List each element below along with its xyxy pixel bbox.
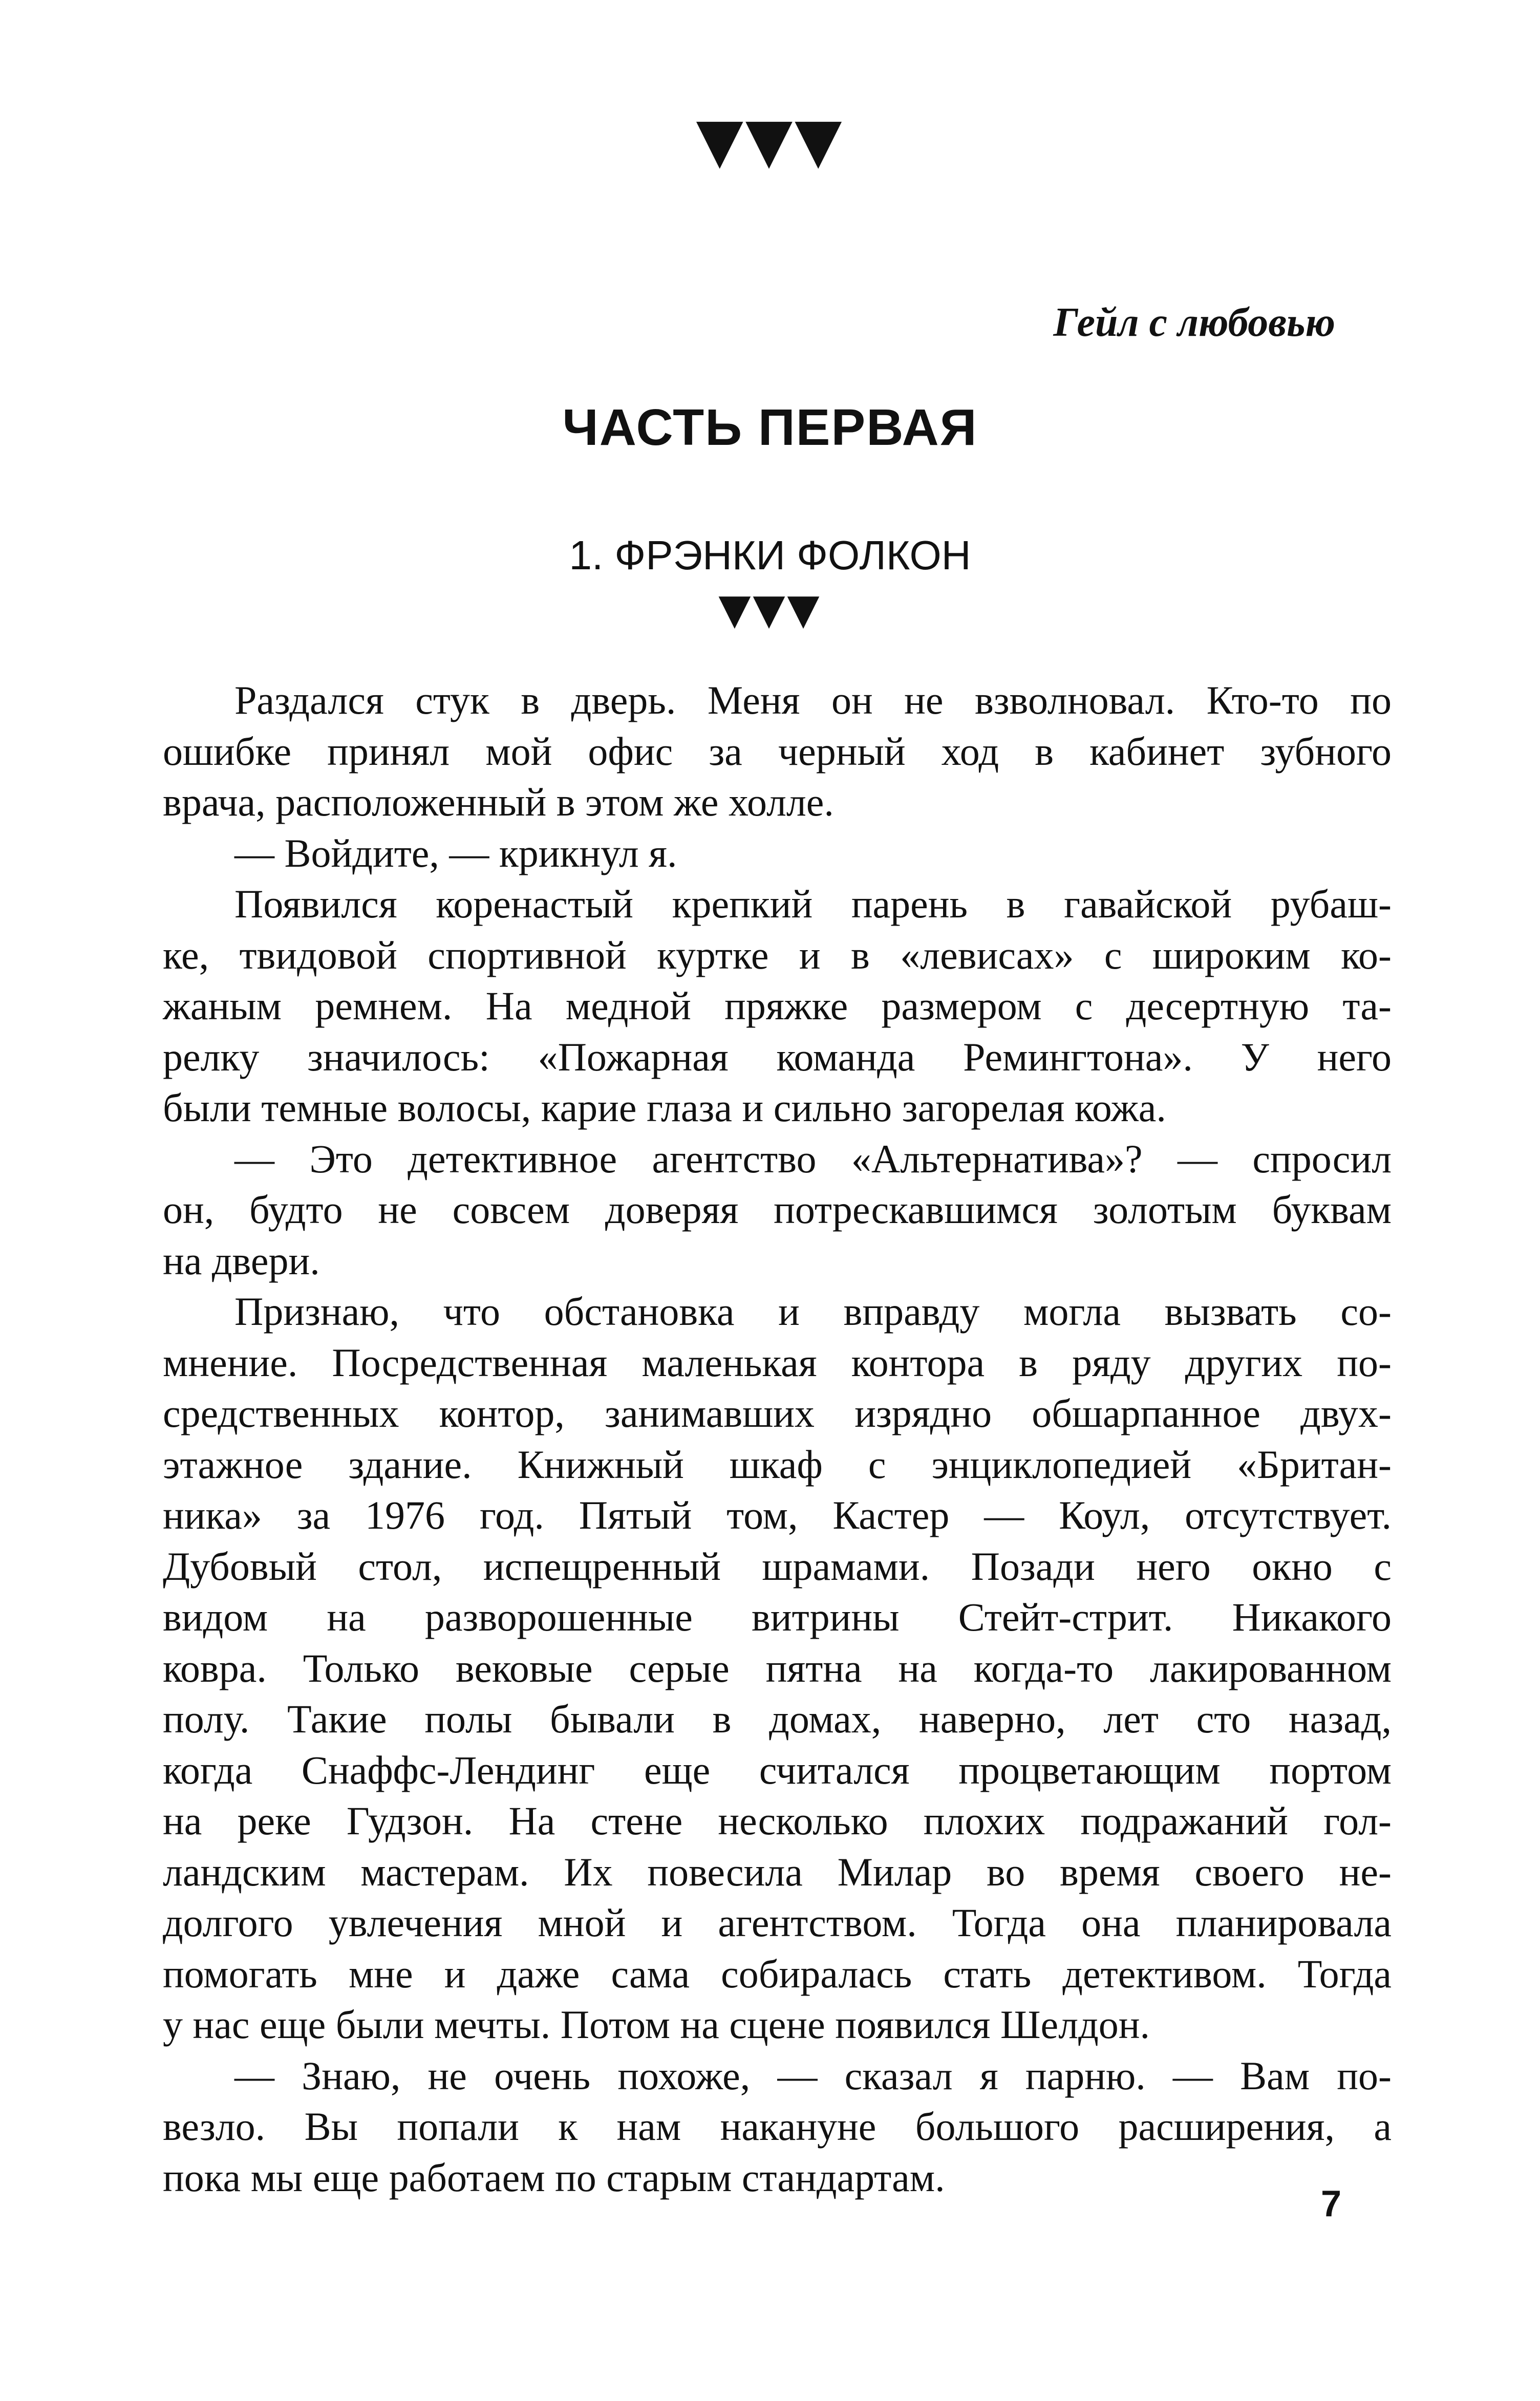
text-line: он, будто не совсем доверяя потрескавшимся золотым буквам [163,1187,1392,1232]
text-line: полу. Такие полы бывали в домах, наверно, лет сто назад, [163,1697,1392,1741]
paragraph [163,878,1392,1133]
text-line: ковра. Только вековые серые пятна на когда-то лакированном [163,1645,1392,1690]
paragraph [163,1286,1392,2050]
text-line: у нас еще были мечты. Потом на сцене появился Шелдон. [163,2002,1150,2047]
text-line: были темные волосы, карие глаза и сильно загорелая кожа. [163,1085,1166,1130]
text-line: долгого увлечения мной и агентством. Тогда она планировала [163,1900,1392,1945]
text-line: — Это детективное агентство «Альтернатива»? — спросил [234,1136,1392,1181]
text-line: Раздался стук в дверь. Меня он не взволновал. Кто-то по [234,678,1392,722]
text-line: на двери. [163,1238,320,1283]
text-line: везло. Вы попали к нам накануне большого расширения, а [163,2104,1392,2149]
paragraph [163,675,1392,828]
text-line: релку значилось: «Пожарная команда Ремингтона». У него [163,1034,1392,1079]
paragraph [163,2050,1392,2203]
text-line: врача, расположенный в этом же холле. [163,780,834,824]
text-line: этажное здание. Книжный шкаф с энциклопедией «Британ- [163,1442,1392,1487]
part-title: ЧАСТЬ ПЕРВАЯ [562,399,978,456]
text-line: Появился коренастый крепкий парень в гавайской рубаш- [234,882,1392,926]
text-line: — Войдите, — крикнул я. [234,830,677,875]
text-line: пока мы еще работаем по старым стандартам. [163,2155,945,2200]
text-line: Дубовый стол, испещренный шрамами. Позади него окно с [163,1544,1392,1589]
text-line: жаным ремнем. На медной пряжке размером с десертную та- [163,983,1392,1028]
body-text [163,675,1392,2203]
text-line: ландским мастерам. Их повесила Милар во время своего не- [163,1849,1392,1894]
text-line: помогать мне и даже сама собиралась стать детективом. Тогда [163,1951,1392,1996]
top-ornament: ▼▼▼ [696,105,844,176]
text-line: ке, твидовой спортивной куртке и в «левисах» с широким ко- [163,932,1392,977]
text-line: когда Снаффс-Лендинг еще считался процветающим портом [163,1747,1392,1792]
chapter-ornament: ▼▼▼ [718,585,822,634]
paragraph [163,1133,1392,1287]
text-line: видом на разворошенные витрины Стейт-стрит. Никакого [163,1595,1392,1639]
chapter-title: 1. ФРЭНКИ ФОЛКОН [569,532,971,578]
text-line: Признаю, что обстановка и вправду могла вызвать со- [234,1289,1392,1334]
text-line: на реке Гудзон. На стене несколько плохих подражаний гол- [163,1798,1392,1843]
dedication: Гейл с любовью [1053,300,1335,345]
page-number: 7 [1320,2183,1341,2224]
text-line: средственных контор, занимавших изрядно обшарпанное двух- [163,1391,1392,1435]
paragraph [163,828,1392,879]
text-line: ошибке принял мой офис за черный ход в кабинет зубного [163,728,1392,774]
text-line: мнение. Посредственная маленькая контора в ряду других по- [163,1340,1392,1385]
text-line: ника» за 1976 год. Пятый том, Кастер — Коул, отсутствует. [163,1493,1392,1537]
text-line: — Знаю, не очень похоже, — сказал я парню. — Вам по- [234,2053,1392,2098]
